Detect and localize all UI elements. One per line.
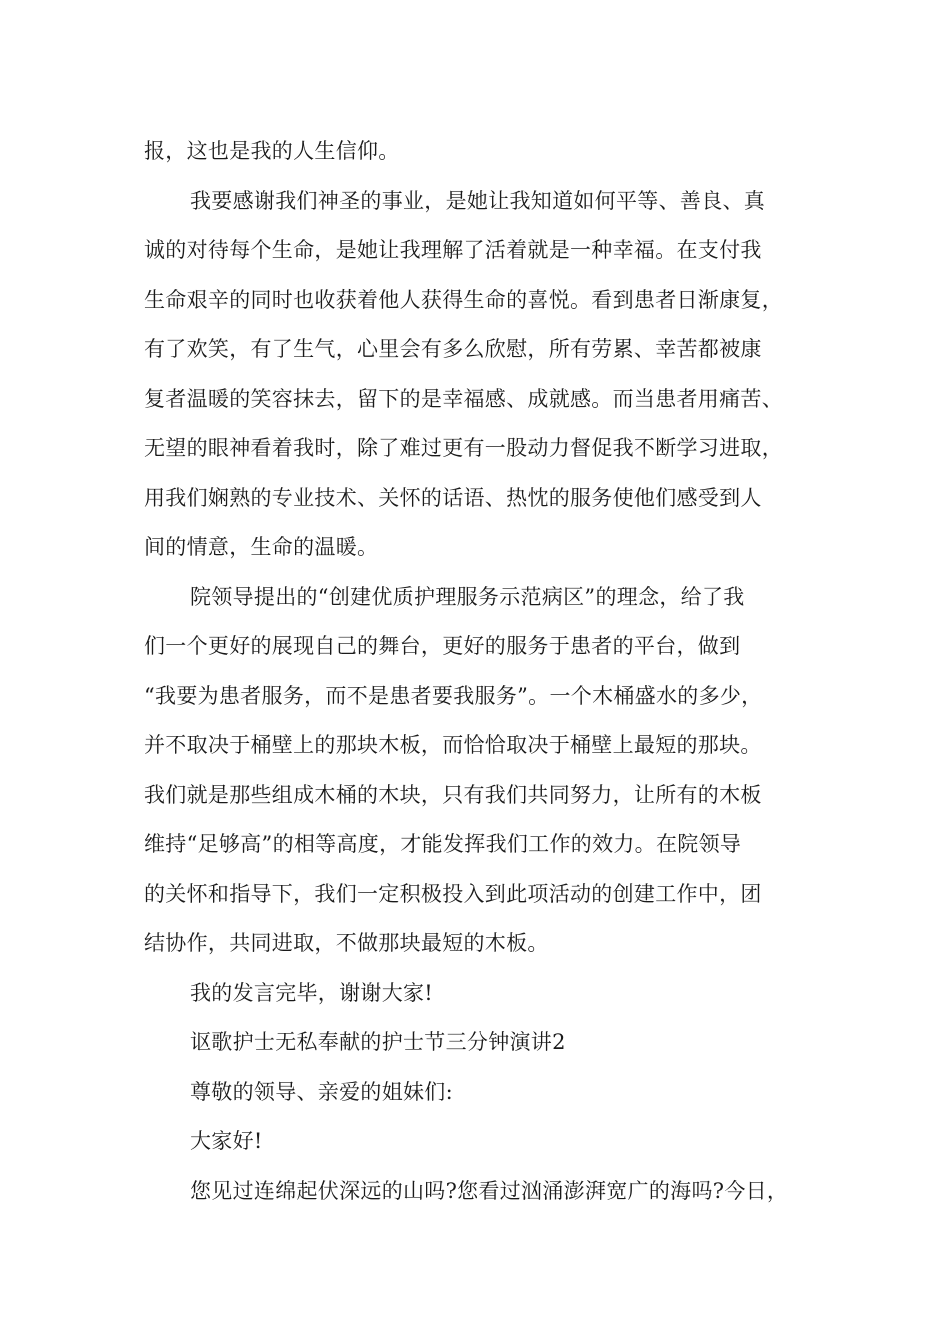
text-line: 有了欢笑，有了生气，心里会有多么欣慰，所有劳累、幸苦都被康: [144, 337, 762, 361]
document-body: [144, 127, 824, 1216]
text-line: 大家好!: [190, 1129, 263, 1153]
text-line: 并不取决于桶壁上的那块木板，而恰恰取决于桶壁上最短的那块。: [144, 733, 762, 757]
text-line: 讴歌护士无私奉献的护士节三分钟演讲2: [190, 1030, 566, 1054]
text-line: 结协作，共同进取，不做那块最短的木板。: [144, 931, 549, 955]
text-line: 生命艰辛的同时也收获着他人获得生命的喜悦。看到患者日渐康复，: [144, 287, 783, 312]
text-line: 维持“足够高”的相等高度，才能发挥我们工作的效力。在院领导: [144, 832, 742, 856]
text-line: 无望的眼神看着我时，除了难过更有一股动力督促我不断学习进取，: [144, 436, 783, 460]
text-line: 院领导提出的“创建优质护理服务示范病区”的理念，给了我: [190, 584, 745, 609]
text-line: “我要为患者服务，而不是患者要我服务”。一个木桶盛水的多少，: [144, 683, 763, 708]
text-line: 您见过连绵起伏深远的山吗?您看过汹涌澎湃宽广的海吗?今日，: [190, 1178, 789, 1203]
text-line: 我的发言完毕，谢谢大家!: [190, 980, 434, 1005]
text-line: 复者温暖的笑容抹去，留下的是幸福感、成就感。而当患者用痛苦、: [144, 386, 783, 411]
text-line: 报，这也是我的人生信仰。: [144, 139, 400, 163]
text-line: 我们就是那些组成木桶的木块，只有我们共同努力，让所有的木板: [144, 782, 762, 807]
text-line: 诚的对待每个生命，是她让我理解了活着就是一种幸福。在支付我: [144, 238, 762, 262]
text-line: 间的情意，生命的温暖。: [144, 535, 379, 559]
text-line: 尊敬的领导、亲爱的姐妹们:: [190, 1079, 453, 1104]
text-line: 的关怀和指导下，我们一定积极投入到此项活动的创建工作中，团: [144, 881, 762, 906]
text-line: 我要感谢我们神圣的事业，是她让我知道如何平等、善良、真: [190, 188, 766, 213]
text-line: 用我们娴熟的专业技术、关怀的话语、热忱的服务使他们感受到人: [144, 485, 762, 510]
text-line: 们一个更好的展现自己的舞台，更好的服务于患者的平台，做到: [144, 634, 741, 658]
